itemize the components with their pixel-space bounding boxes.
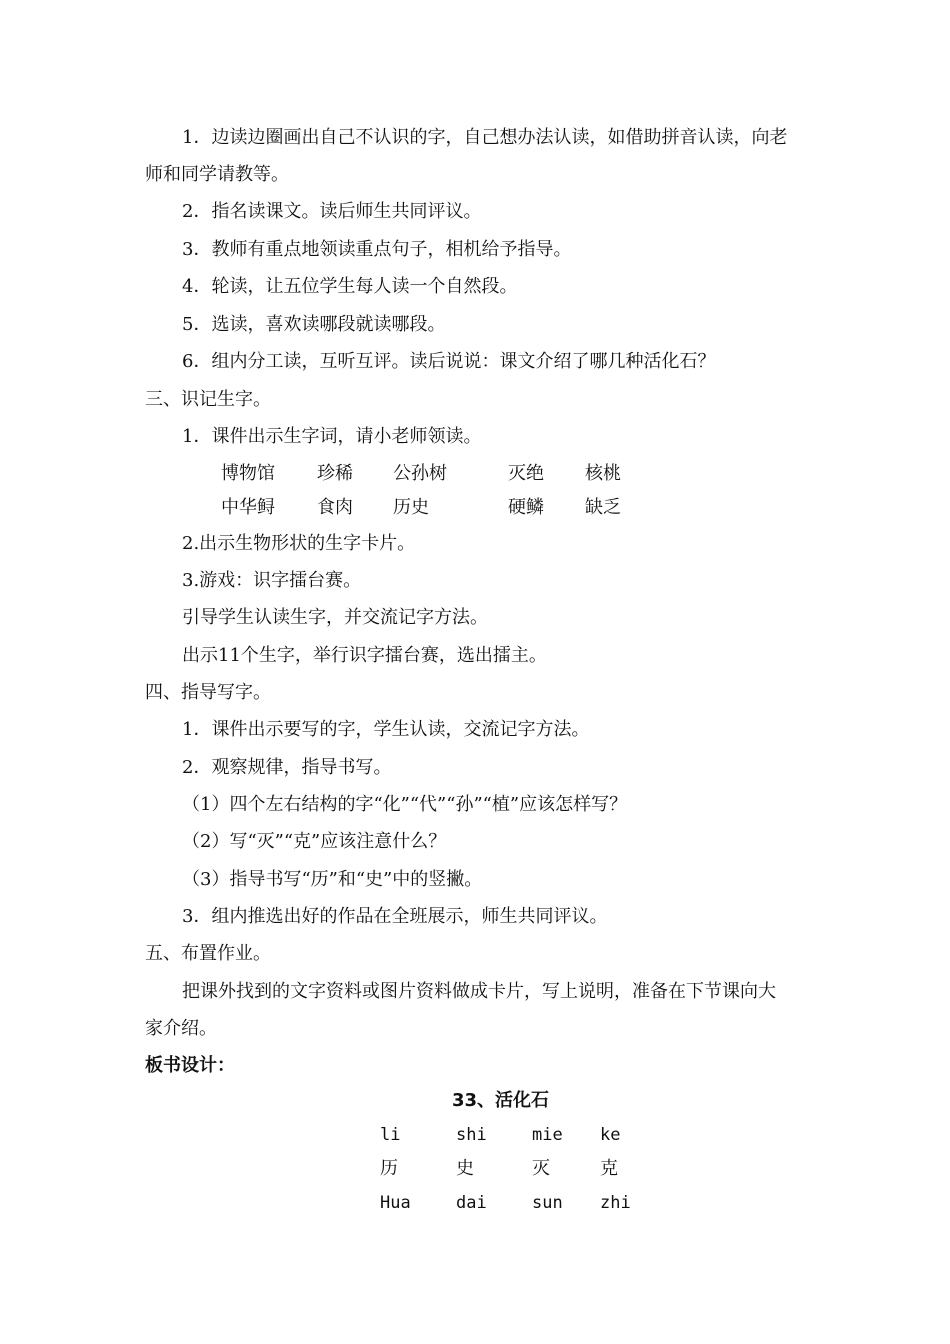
section4-item-3: 3．组内推选出好的作品在全班展示，师生共同评议。 [182, 906, 608, 927]
step-5: 5．选读，喜欢读哪段就读哪段。 [182, 314, 446, 335]
vocab-word: 中华鲟 [221, 497, 275, 518]
board-char: 历 [380, 1158, 398, 1179]
section4-sub-2: （2）写“灭”“克”应该注意什么？ [182, 831, 447, 852]
section3-item-3a: 引导学生认读生字，并交流记字方法。 [182, 607, 488, 628]
section4-item-2: 2．观察规律，指导书写。 [182, 757, 392, 778]
board-design-label: 板书设计： [145, 1055, 235, 1076]
vocab-word: 历史 [393, 497, 429, 518]
section3-heading: 三、识记生字。 [145, 389, 271, 410]
pinyin: mie [532, 1125, 563, 1145]
vocab-word: 灭绝 [508, 463, 544, 484]
board-char: 克 [600, 1158, 618, 1179]
step-4: 4．轮读，让五位学生每人读一个自然段。 [182, 276, 518, 297]
section3-item-3b: 出示11个生字，举行识字擂台赛，选出擂主。 [182, 645, 547, 666]
homework-line-1: 把课外找到的文字资料或图片资料做成卡片，写上说明，准备在下节课向大 [182, 981, 776, 1002]
section4-item-1: 1．课件出示要写的字，学生认读，交流记字方法。 [182, 719, 590, 740]
section4-sub-3: （3）指导书写“历”和“史”中的竖撇。 [182, 869, 483, 890]
section3-item-2: 2.出示生物形状的生字卡片。 [182, 533, 416, 554]
step-2: 2．指名读课文。读后师生共同评议。 [182, 201, 482, 222]
vocab-word: 缺乏 [585, 497, 621, 518]
board-title: 33、活化石 [452, 1090, 550, 1111]
vocab-word: 硬鳞 [508, 497, 544, 518]
step-6: 6．组内分工读，互听互评。读后说说：课文介绍了哪几种活化石？ [182, 351, 716, 372]
pinyin: li [380, 1125, 401, 1145]
vocab-word: 博物馆 [221, 463, 275, 484]
section4-sub-1: （1）四个左右结构的字“化”“代”“孙”“植”应该怎样写？ [182, 794, 628, 815]
board-char: 史 [456, 1158, 474, 1179]
pinyin: dai [456, 1193, 487, 1213]
section3-item-1: 1．课件出示生字词，请小老师领读。 [182, 426, 482, 447]
step-3: 3．教师有重点地领读重点句子，相机给予指导。 [182, 239, 572, 260]
pinyin: sun [532, 1193, 563, 1213]
vocab-word: 食肉 [317, 497, 353, 518]
pinyin: shi [456, 1125, 487, 1145]
homework-line-2: 家介绍。 [145, 1018, 217, 1039]
board-char: 灭 [532, 1158, 550, 1179]
vocab-word: 公孙树 [393, 463, 447, 484]
pinyin: zhi [600, 1193, 631, 1213]
section3-item-3: 3.游戏：识字擂台赛。 [182, 570, 362, 591]
vocab-word: 珍稀 [317, 463, 353, 484]
step-1-line-1: 1．边读边圈画出自己不认识的字，自己想办法认读，如借助拼音认读，向老 [182, 127, 788, 148]
section4-heading: 四、指导写字。 [145, 682, 271, 703]
vocab-word: 核桃 [585, 463, 621, 484]
pinyin: ke [600, 1125, 621, 1145]
step-1-line-2: 师和同学请教等。 [145, 164, 289, 185]
section5-heading: 五、布置作业。 [145, 943, 271, 964]
pinyin: Hua [380, 1193, 411, 1213]
